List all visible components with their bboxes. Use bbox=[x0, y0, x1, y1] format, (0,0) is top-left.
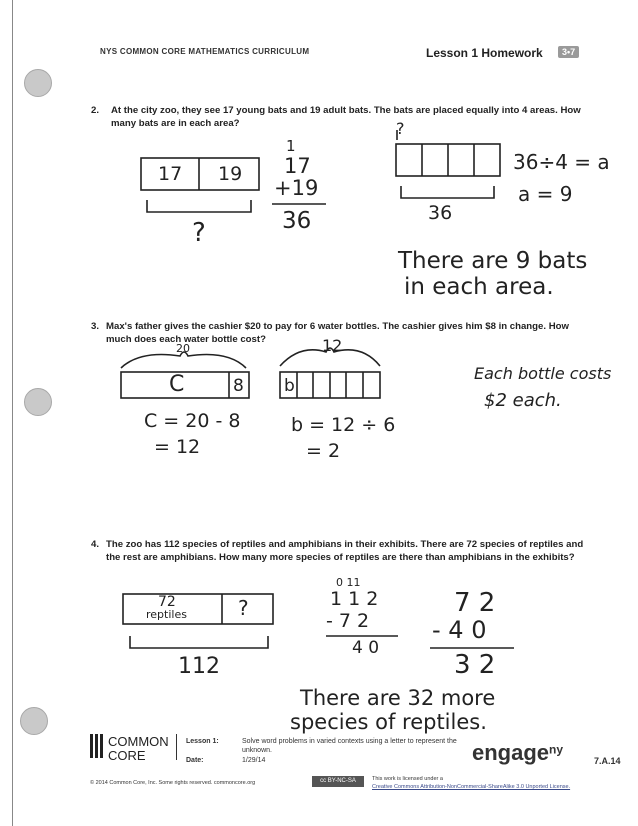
p4-sub1-bottom: - 7 2 bbox=[326, 610, 370, 632]
p4-sub1-result: 4 0 bbox=[352, 638, 380, 658]
p2-answer-line2: in each area. bbox=[404, 274, 554, 300]
problem-2-text-line1: At the city zoo, they see 17 young bats and 19 adult bats. The bats are placed equally into 4 areas. How bbox=[111, 105, 581, 116]
footer-license-line1: This work is licensed under a bbox=[372, 776, 443, 782]
footer-license-line2[interactable]: Creative Commons Attribution-NonCommercial-ShareAlike 3.0 Unported License. bbox=[372, 784, 571, 790]
common-core-brand-line1: COMMON bbox=[108, 734, 169, 749]
p2-equation-1: 36÷4 = a bbox=[513, 150, 610, 174]
common-core-brand-line2: CORE bbox=[108, 748, 146, 763]
p3-brace-total: 20 bbox=[176, 342, 190, 355]
problem-2-number: 2. bbox=[91, 105, 100, 116]
p2-carry-digit: 1 bbox=[286, 137, 296, 155]
footer-lesson-desc1: Solve word problems in varied contexts using a letter to represent the bbox=[242, 738, 457, 745]
p3-tape-c-label: C bbox=[169, 372, 185, 397]
p4-tape-total: 112 bbox=[178, 654, 220, 679]
p2-tape-value-19: 19 bbox=[218, 163, 243, 185]
p4-sub1-top: 1 1 2 bbox=[330, 588, 379, 610]
footer-lesson-label: Lesson 1: bbox=[186, 738, 219, 745]
common-core-logo-bars bbox=[90, 734, 104, 758]
problem-4-text-line2: the rest are amphibians. How many more species of reptiles are there than amphibians in the exhibits? bbox=[106, 552, 575, 563]
p2-division-bracket bbox=[401, 186, 494, 198]
p2-sum: 36 bbox=[282, 208, 312, 234]
problem-3-text-line1: Max's father gives the cashier $20 to pay for 6 water bottles. The cashier gives him $8 in change. How bbox=[106, 321, 569, 332]
p2-addend-bottom: +19 bbox=[274, 176, 319, 200]
lesson-badge: 3•7 bbox=[558, 46, 579, 58]
p4-sub2-top: 7 2 bbox=[454, 588, 496, 618]
p2-tape-unknown: ? bbox=[192, 218, 206, 248]
p2-addend-top: 17 bbox=[284, 154, 311, 178]
p2-division-total: 36 bbox=[428, 202, 453, 224]
problem-3-number: 3. bbox=[91, 321, 100, 332]
problem-2-text-line2: many bats are in each area? bbox=[111, 118, 240, 129]
lesson-title: Lesson 1 Homework bbox=[426, 46, 543, 60]
footer-date-value: 1/29/14 bbox=[242, 757, 266, 764]
p3-equation-c2: = 12 bbox=[154, 436, 201, 458]
p2-tape-value-17: 17 bbox=[158, 163, 183, 185]
p2-answer-line1: There are 9 bats bbox=[398, 248, 588, 274]
p4-answer-line2: species of reptiles. bbox=[290, 710, 487, 734]
problem-4-number: 4. bbox=[91, 539, 100, 550]
p4-sub1-regroup: 0 11 bbox=[336, 576, 361, 589]
footer-divider bbox=[176, 734, 177, 760]
p3-brace-12-label: 12 bbox=[322, 336, 343, 355]
p4-tape-72: 72 bbox=[158, 594, 176, 610]
p3-equation-c1: C = 20 - 8 bbox=[144, 410, 241, 432]
p2-equation-2: a = 9 bbox=[518, 182, 573, 206]
engage-ny-logo bbox=[472, 740, 563, 766]
p4-tape-bracket bbox=[130, 636, 268, 648]
p3-tape-8-label: 8 bbox=[233, 376, 244, 396]
engage-text: engage bbox=[472, 740, 550, 765]
page-number: 7.A.14 bbox=[594, 756, 621, 766]
p2-tape-bracket bbox=[147, 200, 251, 212]
p4-tape-unknown: ? bbox=[238, 596, 249, 620]
p4-tape-reptiles: reptiles bbox=[146, 608, 187, 621]
p2-division-unknown: ? bbox=[396, 119, 405, 138]
p3-tape-b-label: b bbox=[284, 376, 295, 396]
cc-license-badge: cc BY-NC-SA bbox=[312, 776, 364, 787]
p4-sub2-result: 3 2 bbox=[454, 650, 496, 680]
ny-text: ny bbox=[549, 742, 564, 757]
p4-answer-line1: There are 32 more bbox=[300, 686, 496, 710]
p3-equation-b1: b = 12 ÷ 6 bbox=[291, 414, 396, 436]
p3-answer-line2: $2 each. bbox=[484, 390, 562, 411]
problem-3-text-line2: much does each water bottle cost? bbox=[106, 334, 266, 345]
footer-copyright: © 2014 Common Core, Inc. Some rights reserved. commoncore.org bbox=[90, 780, 256, 786]
p4-sub2-bottom: - 4 0 bbox=[432, 616, 487, 644]
problem-4-text-line1: The zoo has 112 species of reptiles and amphibians in their exhibits. There are 72 species of reptiles and bbox=[106, 539, 584, 550]
curriculum-title: NYS COMMON CORE MATHEMATICS CURRICULUM bbox=[100, 47, 310, 56]
p3-equation-b2: = 2 bbox=[306, 440, 341, 462]
p3-answer-line1: Each bottle costs bbox=[474, 364, 612, 383]
footer-date-label: Date: bbox=[186, 757, 204, 764]
footer-lesson-desc2: unknown. bbox=[242, 747, 272, 754]
